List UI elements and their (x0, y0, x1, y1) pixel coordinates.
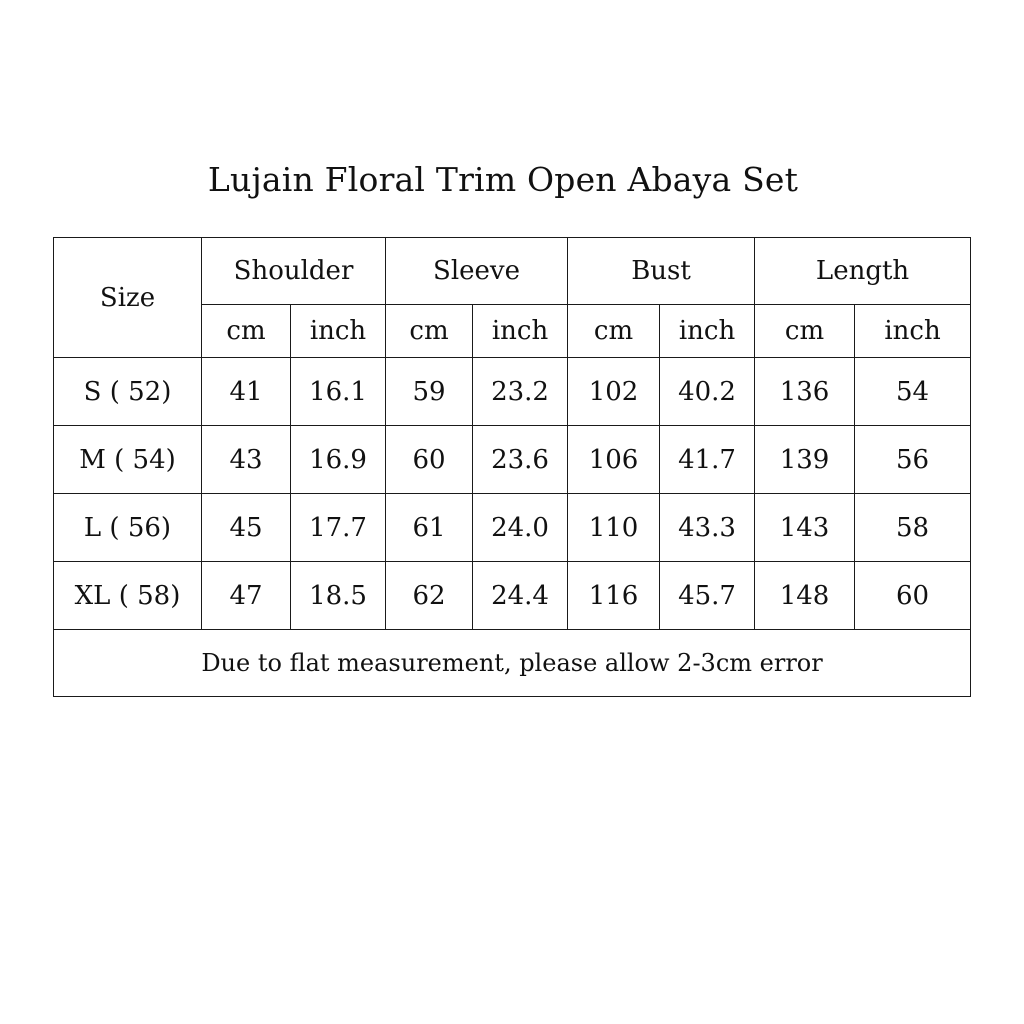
value-cell: 136 (755, 358, 855, 426)
unit-cell: cm (386, 305, 473, 358)
unit-cell: cm (755, 305, 855, 358)
shoulder-header: Shoulder (202, 238, 386, 305)
table-row (54, 562, 971, 630)
table-row (54, 426, 971, 494)
value-cell: 17.7 (291, 494, 386, 562)
value-cell: 16.1 (291, 358, 386, 426)
value-cell: 41.7 (660, 426, 755, 494)
value-cell: 43 (202, 426, 291, 494)
value-cell: 61 (386, 494, 473, 562)
header-row (54, 238, 971, 305)
size-chart-table (53, 237, 971, 697)
unit-cell: inch (855, 305, 971, 358)
value-cell: 24.4 (473, 562, 568, 630)
table-row (54, 358, 971, 426)
size-cell: M ( 54) (54, 426, 202, 494)
length-header: Length (755, 238, 971, 305)
value-cell: 59 (386, 358, 473, 426)
size-header: Size (54, 238, 202, 358)
measurement-note: Due to flat measurement, please allow 2-3cm error (54, 630, 971, 697)
unit-cell: inch (660, 305, 755, 358)
size-cell: L ( 56) (54, 494, 202, 562)
value-cell: 43.3 (660, 494, 755, 562)
value-cell: 139 (755, 426, 855, 494)
value-cell: 23.2 (473, 358, 568, 426)
unit-cell: inch (291, 305, 386, 358)
sleeve-header: Sleeve (386, 238, 568, 305)
unit-cell: cm (568, 305, 660, 358)
chart-title: Lujain Floral Trim Open Abaya Set (207, 160, 799, 199)
value-cell: 16.9 (291, 426, 386, 494)
value-cell: 143 (755, 494, 855, 562)
value-cell: 23.6 (473, 426, 568, 494)
value-cell: 45.7 (660, 562, 755, 630)
bust-header: Bust (568, 238, 755, 305)
value-cell: 62 (386, 562, 473, 630)
value-cell: 41 (202, 358, 291, 426)
table-row (54, 494, 971, 562)
value-cell: 45 (202, 494, 291, 562)
unit-cell: cm (202, 305, 291, 358)
value-cell: 40.2 (660, 358, 755, 426)
value-cell: 116 (568, 562, 660, 630)
size-cell: XL ( 58) (54, 562, 202, 630)
unit-cell: inch (473, 305, 568, 358)
value-cell: 106 (568, 426, 660, 494)
note-row (54, 630, 971, 697)
value-cell: 148 (755, 562, 855, 630)
value-cell: 24.0 (473, 494, 568, 562)
size-cell: S ( 52) (54, 358, 202, 426)
value-cell: 47 (202, 562, 291, 630)
value-cell: 58 (855, 494, 971, 562)
value-cell: 102 (568, 358, 660, 426)
value-cell: 60 (386, 426, 473, 494)
value-cell: 18.5 (291, 562, 386, 630)
value-cell: 60 (855, 562, 971, 630)
value-cell: 56 (855, 426, 971, 494)
value-cell: 110 (568, 494, 660, 562)
value-cell: 54 (855, 358, 971, 426)
